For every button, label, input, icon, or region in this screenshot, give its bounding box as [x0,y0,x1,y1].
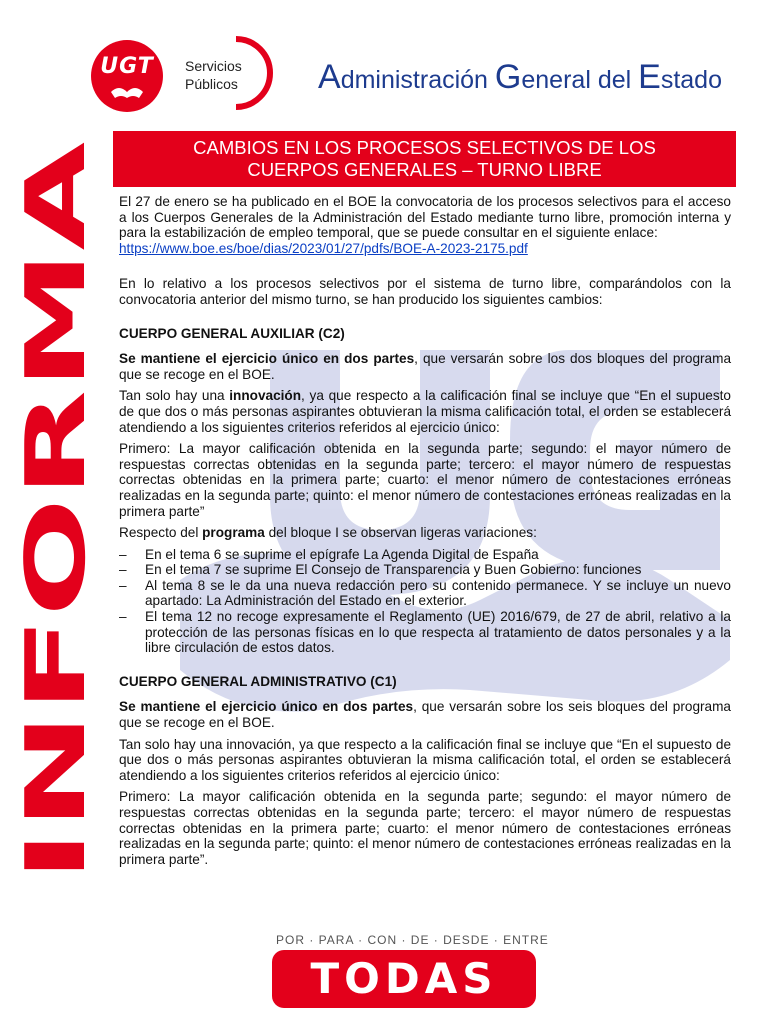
c2-paragraph-4 [119,525,731,541]
list-item: – El tema 12 no recoge expresamente el Reglamento (UE) 2016/679, de 27 de abril, relativo a la protección de las personas físicas en lo que respecta al tratamiento de datos personales y a la libre circulación de estos datos. [119,609,731,656]
agency-title-initial-a: A [318,58,341,96]
ugt-logo [91,40,163,112]
brand-line1: Servicios [185,58,242,74]
agency-title-part-1: dministración [340,66,495,94]
agency-title-initial-e: E [638,58,661,96]
c2-p2-bold: innovación [229,388,302,404]
agency-title-initial-g: G [494,58,522,96]
section-heading-c1: CUERPO GENERAL ADMINISTRATIVO (C1) [119,673,397,689]
title-line2: CUERPOS GENERALES – TURNO LIBRE [247,159,602,180]
c2-paragraph-2 [119,388,731,435]
c2-paragraph-1 [119,351,731,382]
c2-p2-a: Tan solo hay una [119,388,230,404]
footer-badge-todas: TODAS [272,950,536,1008]
c1-p1-rest: , que versarán sobre los seis bloques del programa que se recoge en el BOE. [119,699,731,731]
title-band [113,131,736,187]
section-heading-c2: CUERPO GENERAL AUXILIAR (C2) [119,325,345,341]
c1-paragraph-2: Tan solo hay una innovación, ya que respecto a la calificación final se incluye que “En el supuesto de que dos o más personas aspirantes obtuvieran la misma calificación total, el orden se establecerá atendiendo a los siguientes criterios referidos al ejercicio único: [119,736,731,783]
title-line1: CAMBIOS EN LOS PROCESOS SELECTIVOS DE LOS [193,137,656,158]
c2-p2-b: , ya que respecto a la calificación final se incluye que “En el supuesto de que dos o más personas aspirantes obtuvieran la misma calificación total, el orden se establecerá atendiendo a los siguientes criterios referidos al ejercicio único: [119,388,731,435]
c2-paragraph-3: Primero: La mayor calificación obtenida en la segunda parte; segundo: el mayor número de respuestas correctas obtenidas en la segunda parte; tercero: el mayor número de respuestas correctas obtenidas en la primera parte; cuarto: el menor número de contestaciones erróneas realizadas en la segunda parte; quinto: el menor número de contestaciones erróneas realizadas en la primera parte” [119,441,731,519]
document-body [119,194,731,873]
agency-title-part-2: eneral del [521,66,639,94]
c2-p4-a: Respecto del [119,525,203,541]
intro-paragraph-2: En lo relativo a los procesos selectivos por el sistema de turno libre, comparándolos con la convocatoria anterior del mismo turno, se han producido los siguientes cambios: [119,276,731,307]
list-item: – En el tema 6 se suprime el epígrafe La Agenda Digital de España [119,547,731,563]
c2-changes-list [119,547,731,656]
c2-p4-b: del bloque I se observan ligeras variaciones: [264,525,537,541]
handshake-icon [109,82,145,100]
list-item: – Al tema 8 se le da una nueva redacción pero su contenido permanece. Y se incluye un nuevo apartado: La Administración del Estado en el exterior. [119,578,731,609]
c1-paragraph-1 [119,699,731,730]
informa-vertical-text: INFORMA [9,448,104,882]
c1-p1-bold: Se mantiene el ejercicio único en dos partes [119,699,414,715]
logo-text: UGT [100,54,154,79]
intro-paragraph-1: El 27 de enero se ha publicado en el BOE la convocatoria de los procesos selectivos para el acceso a los Cuerpos Generales de la Administración del Estado mediante turno libre, promoción interna y para la estabilización de empleo temporal, que se puede consultar en el siguiente enlace: [119,194,731,241]
c1-paragraph-3: Primero: La mayor calificación obtenida en la segunda parte; segundo: el mayor número de respuestas correctas obtenidas en la segunda parte; tercero: el mayor número de respuestas correctas obtenidas en la primera parte; cuarto: el menor número de contestaciones erróneas realizadas en la segunda parte; quinto: el menor número de contestaciones erróneas realizadas en la primera parte”. [119,789,731,867]
list-item: – En el tema 7 se suprime El Consejo de Transparencia y Buen Gobierno: funciones [119,562,731,578]
agency-title [318,58,722,97]
informa-vertical-label [9,140,104,885]
footer-tagline: POR · PARA · CON · DE · DESDE · ENTRE [276,933,549,947]
agency-title-part-3: stado [660,66,722,94]
c2-p1-bold: Se mantiene el ejercicio único en dos partes [119,351,415,367]
c2-p1-rest: , que versarán sobre los dos bloques del programa que se recoge en el BOE. [119,351,732,382]
brand-line2: Públicos [185,76,238,92]
c2-p4-bold: programa [202,525,265,541]
brand-arc-decoration [230,37,274,109]
boe-link[interactable]: https://www.boe.es/boe/dias/2023/01/27/pdfs/BOE-A-2023-2175.pdf [119,240,528,256]
